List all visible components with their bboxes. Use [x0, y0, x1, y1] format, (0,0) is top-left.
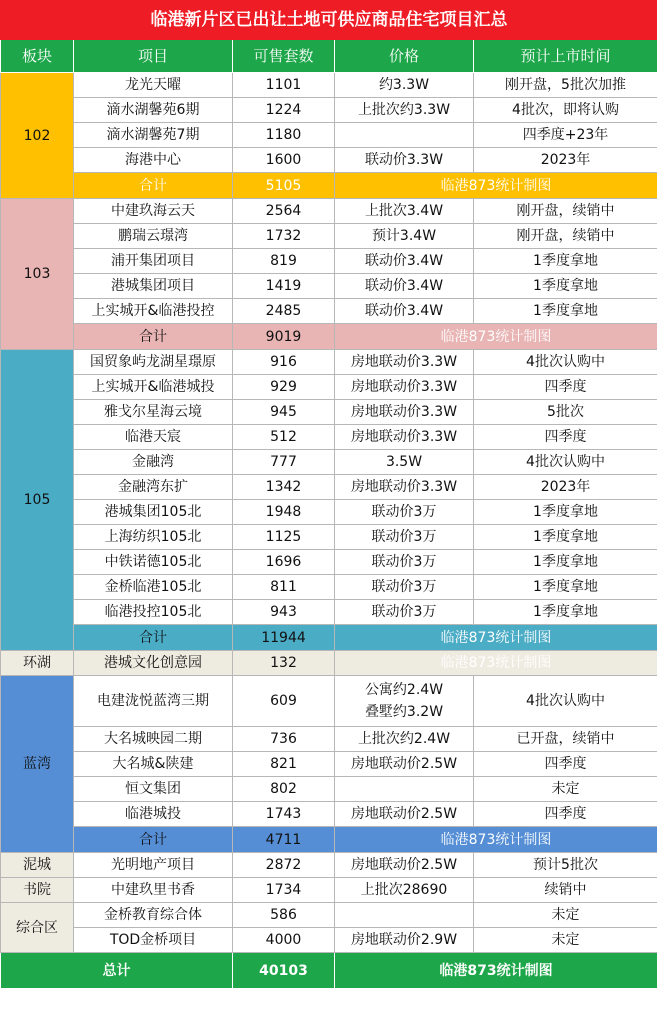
table-row	[1, 777, 657, 802]
units-cell: 736	[233, 727, 335, 752]
project-cell: 临港投控105北	[74, 600, 233, 625]
time-cell: 刚开盘，续销中	[474, 224, 657, 249]
time-cell: 4批次认购中	[474, 676, 657, 727]
time-cell: 1季度拿地	[474, 600, 657, 625]
time-cell: 1季度拿地	[474, 249, 657, 274]
time-cell: 5批次	[474, 400, 657, 425]
table-row	[1, 98, 657, 123]
table-row	[1, 525, 657, 550]
price-cell: 房地联动价3.3W	[335, 350, 474, 375]
block-105-cell: 105	[1, 350, 74, 651]
price-cell: 上批次3.4W	[335, 199, 474, 224]
units-cell: 132	[233, 651, 335, 676]
price-cell: 上批次约3.3W	[335, 98, 474, 123]
project-cell: 金融湾东扩	[74, 475, 233, 500]
table-row	[1, 878, 657, 903]
price-cell	[335, 123, 474, 148]
time-cell: 1季度拿地	[474, 500, 657, 525]
header-price: 价格	[335, 40, 474, 73]
table-row	[1, 500, 657, 525]
project-cell: 恒文集团	[74, 777, 233, 802]
project-cell: 电建泷悦蓝湾三期	[74, 676, 233, 727]
project-cell: 光明地产项目	[74, 853, 233, 878]
units-cell: 1101	[233, 73, 335, 98]
units-cell: 1224	[233, 98, 335, 123]
table-row	[1, 475, 657, 500]
project-cell: 中建玖海云天	[74, 199, 233, 224]
project-cell: 大名城&陕建	[74, 752, 233, 777]
table-row	[1, 853, 657, 878]
units-cell: 512	[233, 425, 335, 450]
table-row	[1, 550, 657, 575]
price-cell: 房地联动价2.5W	[335, 752, 474, 777]
header-row	[1, 40, 657, 73]
price-line: 公寓约2.4W	[364, 682, 444, 698]
price-cell: 约3.3W	[335, 73, 474, 98]
units-cell: 1732	[233, 224, 335, 249]
table-row	[1, 928, 657, 953]
project-cell: 海港中心	[74, 148, 233, 173]
project-cell: 上实城开&临港城投	[74, 375, 233, 400]
table-row	[1, 802, 657, 827]
units-cell: 586	[233, 903, 335, 928]
watermark-text: 临港873统计制图	[335, 173, 657, 199]
project-cell: 雅戈尔星海云境	[74, 400, 233, 425]
table-row	[1, 375, 657, 400]
price-cell: 联动价3.3W	[335, 148, 474, 173]
subtotal-units: 4711	[233, 827, 335, 853]
units-cell: 777	[233, 450, 335, 475]
project-cell: 龙光天曜	[74, 73, 233, 98]
project-cell: TOD金桥项目	[74, 928, 233, 953]
price-cell: 联动价3.4W	[335, 249, 474, 274]
price-cell: 联动价3万	[335, 575, 474, 600]
table-row	[1, 274, 657, 299]
price-cell	[335, 676, 474, 727]
units-cell: 1342	[233, 475, 335, 500]
time-cell: 1季度拿地	[474, 274, 657, 299]
price-cell: 预计3.4W	[335, 224, 474, 249]
table-row	[1, 400, 657, 425]
units-cell: 4000	[233, 928, 335, 953]
price-cell: 联动价3万	[335, 525, 474, 550]
table-row	[1, 299, 657, 324]
price-cell: 房地联动价2.9W	[335, 928, 474, 953]
time-cell: 刚开盘，续销中	[474, 199, 657, 224]
units-cell: 1948	[233, 500, 335, 525]
table-row	[1, 249, 657, 274]
block-zonghe-cell: 综合区	[1, 903, 74, 953]
table-row	[1, 575, 657, 600]
project-cell: 滴水湖馨苑6期	[74, 98, 233, 123]
units-cell: 1734	[233, 878, 335, 903]
time-cell: 1季度拿地	[474, 299, 657, 324]
units-cell: 1419	[233, 274, 335, 299]
project-cell: 临港城投	[74, 802, 233, 827]
watermark-text: 临港873统计制图	[335, 827, 657, 853]
units-cell: 2485	[233, 299, 335, 324]
time-cell: 四季度+23年	[474, 123, 657, 148]
price-cell: 联动价3.4W	[335, 274, 474, 299]
table-row	[1, 600, 657, 625]
watermark-text: 临港873统计制图	[335, 651, 657, 676]
project-cell: 鹏瑞云璟湾	[74, 224, 233, 249]
units-cell: 1696	[233, 550, 335, 575]
units-cell: 943	[233, 600, 335, 625]
subtotal-units: 9019	[233, 324, 335, 350]
units-cell: 802	[233, 777, 335, 802]
price-cell: 联动价3.4W	[335, 299, 474, 324]
subtotal-units: 5105	[233, 173, 335, 199]
grand-total-row	[1, 953, 657, 989]
project-cell: 金桥教育综合体	[74, 903, 233, 928]
table-row	[1, 123, 657, 148]
table-title: 临港新片区已出让土地可供应商品住宅项目汇总	[1, 1, 657, 40]
table-row	[1, 224, 657, 249]
time-cell: 未定	[474, 928, 657, 953]
units-cell: 1125	[233, 525, 335, 550]
time-cell: 四季度	[474, 425, 657, 450]
grand-total-label: 总计	[1, 953, 233, 989]
time-cell: 1季度拿地	[474, 575, 657, 600]
table-row	[1, 425, 657, 450]
subtotal-row-103	[1, 324, 657, 350]
time-cell: 1季度拿地	[474, 525, 657, 550]
price-cell: 联动价3万	[335, 500, 474, 525]
time-cell: 预计5批次	[474, 853, 657, 878]
price-cell: 上批次28690	[335, 878, 474, 903]
time-cell: 续销中	[474, 878, 657, 903]
units-cell: 819	[233, 249, 335, 274]
price-cell: 联动价3万	[335, 550, 474, 575]
project-cell: 港城集团项目	[74, 274, 233, 299]
block-huanhu-cell: 环湖	[1, 651, 74, 676]
header-project: 项目	[74, 40, 233, 73]
project-cell: 浦开集团项目	[74, 249, 233, 274]
units-cell: 945	[233, 400, 335, 425]
units-cell: 811	[233, 575, 335, 600]
time-cell: 4批次，即将认购	[474, 98, 657, 123]
units-cell: 1600	[233, 148, 335, 173]
header-units: 可售套数	[233, 40, 335, 73]
subtotal-label: 合计	[74, 324, 233, 350]
price-cell: 上批次约2.4W	[335, 727, 474, 752]
project-cell: 金桥临港105北	[74, 575, 233, 600]
table-row	[1, 148, 657, 173]
block-shuyuan-cell: 书院	[1, 878, 74, 903]
time-cell: 四季度	[474, 752, 657, 777]
project-cell: 大名城映园二期	[74, 727, 233, 752]
time-cell: 2023年	[474, 475, 657, 500]
project-cell: 中建玖里书香	[74, 878, 233, 903]
price-line: 叠墅约3.2W	[364, 704, 444, 720]
block-102-cell: 102	[1, 73, 74, 199]
project-cell: 国贸象屿龙湖星璟原	[74, 350, 233, 375]
block-103-cell: 103	[1, 199, 74, 350]
table-row	[1, 450, 657, 475]
watermark-text: 临港873统计制图	[335, 324, 657, 350]
time-cell: 四季度	[474, 802, 657, 827]
project-cell: 上实城开&临港投控	[74, 299, 233, 324]
table-row	[1, 199, 657, 224]
watermark-text: 临港873统计制图	[335, 953, 657, 989]
block-nicheng-cell: 泥城	[1, 853, 74, 878]
units-cell: 2564	[233, 199, 335, 224]
time-cell: 1季度拿地	[474, 550, 657, 575]
price-cell: 房地联动价2.5W	[335, 853, 474, 878]
price-cell: 联动价3万	[335, 600, 474, 625]
project-cell: 滴水湖馨苑7期	[74, 123, 233, 148]
price-cell	[335, 777, 474, 802]
price-cell	[335, 903, 474, 928]
table-row	[1, 350, 657, 375]
price-cell: 3.5W	[335, 450, 474, 475]
table-row	[1, 752, 657, 777]
subtotal-units: 11944	[233, 625, 335, 651]
units-cell: 916	[233, 350, 335, 375]
price-cell: 房地联动价3.3W	[335, 425, 474, 450]
project-cell: 中铁诺德105北	[74, 550, 233, 575]
units-cell: 2872	[233, 853, 335, 878]
subtotal-row-102	[1, 173, 657, 199]
time-cell: 2023年	[474, 148, 657, 173]
title-row	[1, 1, 657, 40]
table-row	[1, 676, 657, 727]
time-cell: 未定	[474, 903, 657, 928]
project-cell: 上海纺织105北	[74, 525, 233, 550]
time-cell: 4批次认购中	[474, 350, 657, 375]
price-cell: 房地联动价3.3W	[335, 475, 474, 500]
table-row	[1, 903, 657, 928]
units-cell: 929	[233, 375, 335, 400]
grand-total-units: 40103	[233, 953, 335, 989]
price-cell: 房地联动价2.5W	[335, 802, 474, 827]
subtotal-row-lanwan	[1, 827, 657, 853]
time-cell: 4批次认购中	[474, 450, 657, 475]
header-block: 板块	[1, 40, 74, 73]
subtotal-label: 合计	[74, 173, 233, 199]
watermark-text: 临港873统计制图	[335, 625, 657, 651]
table-row	[1, 651, 657, 676]
price-cell: 房地联动价3.3W	[335, 400, 474, 425]
time-cell: 四季度	[474, 375, 657, 400]
units-cell: 1743	[233, 802, 335, 827]
project-cell: 临港天宸	[74, 425, 233, 450]
price-cell: 房地联动价3.3W	[335, 375, 474, 400]
block-lanwan-cell: 蓝湾	[1, 676, 74, 853]
time-cell: 刚开盘，5批次加推	[474, 73, 657, 98]
project-cell: 港城文化创意园	[74, 651, 233, 676]
table-row	[1, 73, 657, 98]
subtotal-label: 合计	[74, 625, 233, 651]
table-row	[1, 727, 657, 752]
units-cell: 609	[233, 676, 335, 727]
units-cell: 821	[233, 752, 335, 777]
subtotal-row-105	[1, 625, 657, 651]
time-cell: 已开盘，续销中	[474, 727, 657, 752]
project-cell: 金融湾	[74, 450, 233, 475]
subtotal-label: 合计	[74, 827, 233, 853]
time-cell: 未定	[474, 777, 657, 802]
header-launch-time: 预计上市时间	[474, 40, 657, 73]
units-cell: 1180	[233, 123, 335, 148]
project-cell: 港城集团105北	[74, 500, 233, 525]
